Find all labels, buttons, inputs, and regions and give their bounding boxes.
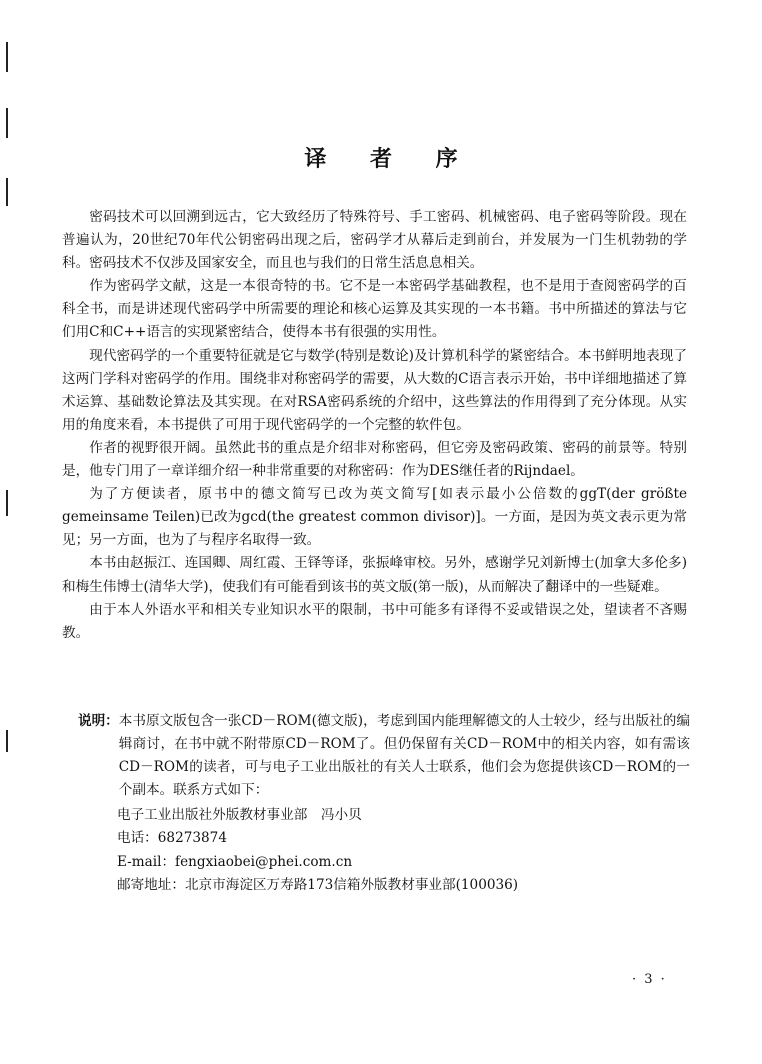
paragraph: 作者的视野很开阔。虽然此书的重点是介绍非对称密码，但它旁及密码政策、密码的前景等。特别是，他专门用了一章详细介绍一种非常重要的对称密码：作为DES继任者的Rijndael。 bbox=[62, 439, 687, 480]
page-title: 译 者 序 bbox=[304, 147, 476, 172]
note-section bbox=[78, 710, 690, 897]
contact-phone: 电话：68273874 bbox=[117, 830, 227, 847]
note-label: 说明： bbox=[78, 713, 119, 729]
note-text: 本书原文版包含一张CD－ROM(德文版)，考虑到国内能理解德文的人士较少，经与出版社的编辑商讨，在书中就不附带原CD－ROM了。但仍保留有关CD－ROM中的相关内容，如有需该CD－ROM的读者，可与电子工业出版社的有关人士联系，他们会为您提供该CD－ROM的一个副本。联系方式如下： bbox=[118, 713, 690, 799]
contact-department: 电子工业出版社外版教材事业部 冯小贝 bbox=[117, 807, 362, 824]
paragraph: 作为密码学文献，这是一本很奇特的书。它不是一本密码学基础教程，也不是用于查阅密码学的百科全书，而是讲述现代密码学中所需要的理论和核心运算及其实现的一本书籍。书中所描述的算法与它们用C和C++语言的实现紧密结合，使得本书有很强的实用性。 bbox=[62, 278, 687, 341]
contact-email: E-mail：fengxiaobei@phei.com.cn bbox=[117, 853, 353, 870]
scan-edge-line bbox=[6, 108, 8, 138]
paragraph: 密码技术可以回溯到远古，它大致经历了特殊符号、手工密码、机械密码、电子密码等阶段。现在普遍认为，20世纪70年代公钥密码出现之后，密码学才从幕后走到前台，并发展为一门生机勃勃的学科。密码技术不仅涉及国家安全，而且也与我们的日常生活息息相关。 bbox=[62, 209, 687, 272]
contact-address: 邮寄地址：北京市海淀区万寿路173信箱外版教材事业部(100036) bbox=[117, 876, 519, 893]
contact-info bbox=[117, 804, 690, 896]
paragraph: 现代密码学的一个重要特征就是它与数学(特别是数论)及计算机科学的紧密结合。本书鲜明地表现了这两门学科对密码学的作用。围绕非对称密码学的需要，从大数的C语言表示开始，书中详细地描述了算术运算、基础数论算法及其实现。在对RSA密码系统的介绍中，这些算法的作用得到了充分体现。从实用的角度来看，本书提供了可用于现代密码学的一个完整的软件包。 bbox=[62, 347, 687, 433]
paragraph: 由于本人外语水平和相关专业知识水平的限制，书中可能多有译得不妥或错误之处，望读者不吝赐教。 bbox=[62, 601, 687, 641]
preface-body bbox=[62, 206, 687, 645]
paragraph: 本书由赵振江、连国卿、周红霞、王铎等译，张振峰审校。另外，感谢学兄刘新博士(加拿大多伦多)和梅生伟博士(清华大学)，使我们有可能看到该书的英文版(第一版)，从而解决了翻译中的一些疑难。 bbox=[62, 555, 687, 595]
scan-edge-line bbox=[6, 178, 8, 206]
page-number: · 3 · bbox=[632, 972, 667, 987]
scan-edge-line bbox=[6, 490, 8, 516]
scan-edge-line bbox=[6, 42, 8, 72]
scan-edge-line bbox=[6, 730, 8, 752]
paragraph: 为了方便读者，原书中的德文简写已改为英文简写[如表示最小公倍数的ggT(der größte gemeinsame Teilen)已改为gcd(the greatest common divisor)]。一方面，是因为英文表示更为常见；另一方面，也为了与程序名取得一致。 bbox=[62, 486, 687, 549]
note-row bbox=[78, 710, 690, 802]
